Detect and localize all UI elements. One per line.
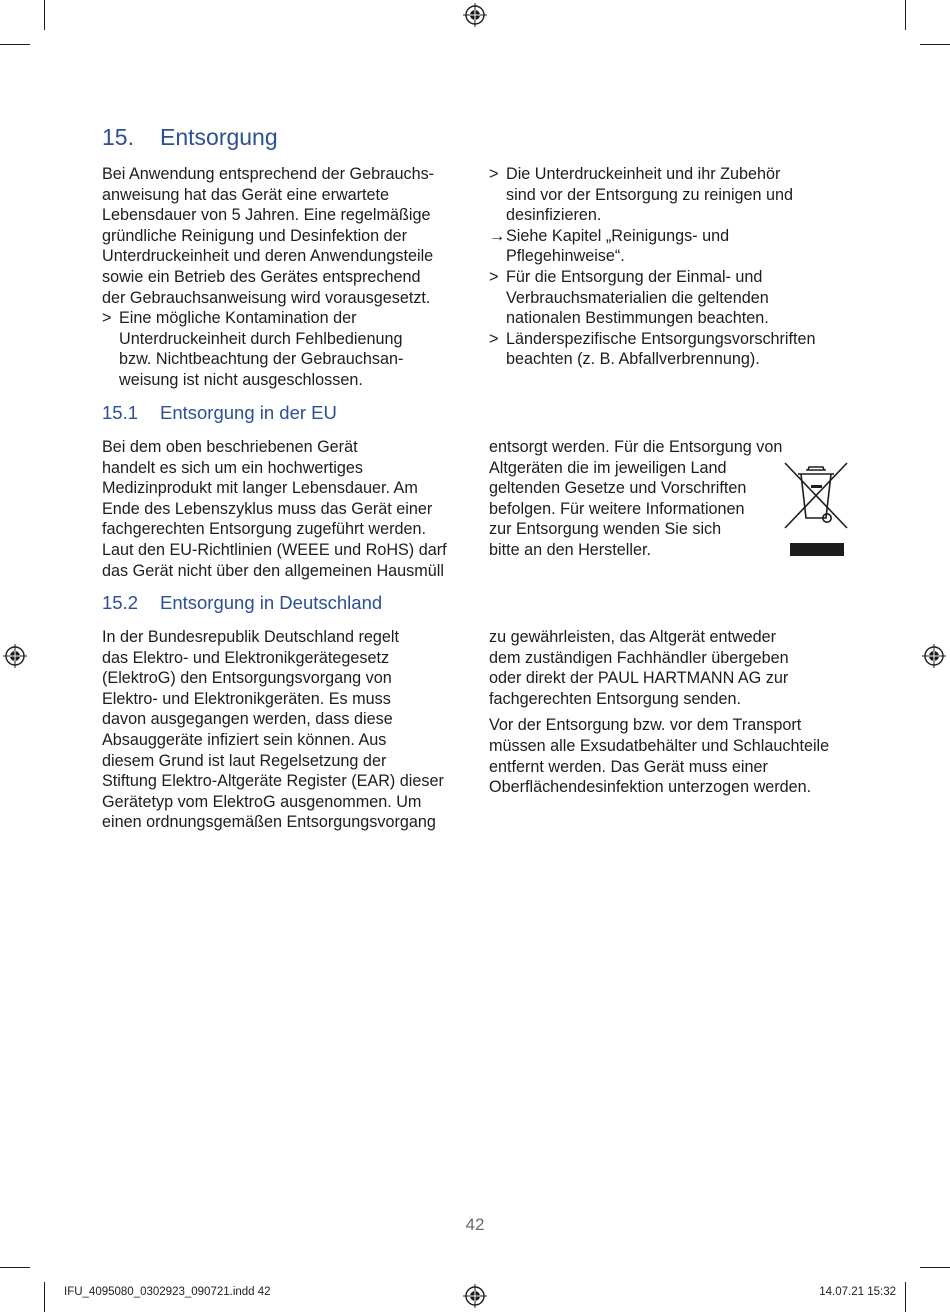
- crop-mark: [44, 1282, 45, 1312]
- text-line: Elektro- und Elektronikgeräten. Es muss: [102, 689, 391, 708]
- crop-mark: [0, 44, 30, 45]
- text-line: (ElektroG) den Entsorgungsvorgang von: [102, 669, 392, 688]
- cross-reference-item: [489, 226, 849, 267]
- text-line: diesem Grund ist laut Regelsetzung der: [102, 751, 387, 770]
- text-line: entsorgt werden. Für die Entsorgung von: [489, 438, 783, 456]
- text-line: zur Entsorgung wenden Sie sich: [489, 520, 722, 539]
- text-line: Unterdruckeinheit und deren Anwendungsteile: [102, 247, 434, 266]
- text-line: Für die Entsorgung der Einmal- und: [506, 267, 763, 286]
- footer-date: 14.07.21 15:32: [819, 1286, 896, 1298]
- text-line: entfernt werden. Das Gerät muss einer: [489, 757, 768, 776]
- eu-left-column: [102, 437, 467, 581]
- text-line: desinfizieren.: [506, 206, 602, 225]
- subsection-heading-de: [102, 592, 382, 614]
- subsection-title: Entsorgung in Deutschland: [160, 592, 383, 613]
- text-line: Bei Anwendung entsprechend der Gebrauchs-: [102, 165, 435, 183]
- arrow-icon: →: [489, 226, 506, 245]
- section-title: Entsorgung: [160, 124, 278, 150]
- bullet-item: [102, 308, 467, 390]
- text-line: dem zuständigen Fachhändler übergeben: [489, 648, 789, 667]
- text-line: In der Bundesrepublik Deutschland regelt: [102, 628, 399, 646]
- text-line: Gerätetyp vom ElektroG ausgenommen. Um: [102, 792, 422, 811]
- text-line: Laut den EU-Richtlinien (WEEE und RoHS) darf: [102, 540, 447, 559]
- text-line: bitte an den Hersteller.: [489, 540, 651, 559]
- text-line: bzw. Nichtbeachtung der Gebrauchsan-: [119, 350, 404, 369]
- text-line: handelt es sich um ein hochwertiges: [102, 458, 363, 477]
- text-line: befolgen. Für weitere Informationen: [489, 499, 745, 518]
- text-line: Oberflächendesinfektion unterzogen werden.: [489, 778, 812, 797]
- registration-mark-icon: [922, 644, 946, 668]
- bullet-item: [489, 164, 849, 226]
- registration-mark-icon: [463, 1284, 487, 1308]
- text-line: davon ausgegangen werden, dass diese: [102, 710, 393, 729]
- bullet-marker: >: [489, 329, 499, 348]
- bullet-marker: >: [489, 267, 499, 286]
- subsection-title: Entsorgung in der EU: [160, 402, 337, 423]
- text-line: weisung ist nicht ausgeschlossen.: [119, 370, 363, 389]
- crop-mark: [905, 1282, 906, 1312]
- text-line: Vor der Entsorgung bzw. vor dem Transport: [489, 716, 802, 735]
- crossed-out-wheelie-bin-icon: [782, 460, 850, 558]
- text-line: sowie ein Betrieb des Gerätes entsprechend: [102, 267, 421, 286]
- text-line: Pflegehinweise“.: [506, 247, 625, 266]
- text-line: oder direkt der PAUL HARTMANN AG zur: [489, 669, 789, 688]
- text-line: das Gerät nicht über den allgemeinen Hausmüll: [102, 561, 444, 580]
- crop-mark: [905, 0, 906, 30]
- subsection-number: 15.1: [102, 402, 139, 423]
- section-heading: [102, 124, 278, 151]
- intro-right-column: [489, 164, 849, 370]
- text-line: beachten (z. B. Abfallverbrennung).: [506, 350, 760, 369]
- text-line: nationalen Bestimmungen beachten.: [506, 309, 769, 328]
- subsection-number: 15.2: [102, 592, 139, 613]
- page-number: 42: [465, 1215, 485, 1234]
- text-line: Die Unterdruckeinheit und ihr Zubehör: [506, 165, 781, 183]
- bullet-item: [489, 329, 849, 370]
- text-line: Medizinprodukt mit langer Lebensdauer. Am: [102, 479, 418, 498]
- text-line: Altgeräten die im jeweiligen Land: [489, 458, 727, 477]
- crop-mark: [0, 1267, 30, 1268]
- text-line: fachgerechten Entsorgung zugeführt werden.: [102, 520, 426, 539]
- text-line: Stiftung Elektro-Altgeräte Register (EAR) dieser: [102, 772, 444, 791]
- text-line: fachgerechten Entsorgung senden.: [489, 689, 741, 708]
- text-line: das Elektro- und Elektronikgerätegesetz: [102, 648, 390, 667]
- text-line: zu gewährleisten, das Altgerät entweder: [489, 628, 777, 646]
- bullet-marker: >: [489, 165, 499, 183]
- bullet-marker: >: [102, 309, 112, 328]
- text-line: Verbrauchsmaterialien die geltenden: [506, 288, 769, 307]
- crop-mark: [920, 1267, 950, 1268]
- text-line: Eine mögliche Kontamination der: [119, 309, 357, 328]
- bullet-item: [489, 267, 849, 329]
- text-line: Länderspezifische Entsorgungsvorschriften: [506, 329, 816, 348]
- text-line: müssen alle Exsudatbehälter und Schlauchteile: [489, 736, 830, 755]
- registration-mark-icon: [463, 3, 487, 27]
- crop-mark: [920, 44, 950, 45]
- text-line: Absauggeräte infiziert sein können. Aus: [102, 730, 387, 749]
- text-line: Bei dem oben beschriebenen Gerät: [102, 438, 358, 456]
- intro-left-column: [102, 164, 467, 391]
- text-line: Siehe Kapitel „Reinigungs- und: [506, 226, 730, 245]
- text-line: Unterdruckeinheit durch Fehlbedienung: [119, 329, 403, 348]
- text-line: Ende des Lebenszyklus muss das Gerät einer: [102, 499, 433, 518]
- text-line: anweisung hat das Gerät eine erwartete: [102, 185, 390, 204]
- section-number: 15.: [102, 124, 134, 150]
- de-right-column: [489, 627, 849, 798]
- registration-mark-icon: [3, 644, 27, 668]
- text-line: einen ordnungsgemäßen Entsorgungsvorgang: [102, 813, 436, 832]
- crop-mark: [44, 0, 45, 30]
- text-line: der Gebrauchsanweisung wird vorausgesetzt.: [102, 288, 431, 307]
- footer-file-name: IFU_4095080_0302923_090721.indd 42: [64, 1286, 271, 1298]
- de-left-column: [102, 627, 467, 833]
- text-line: Lebensdauer von 5 Jahren. Eine regelmäßige: [102, 206, 431, 225]
- text-line: gründliche Reinigung und Desinfektion der: [102, 226, 408, 245]
- text-line: geltenden Gesetze und Vorschriften: [489, 479, 747, 498]
- subsection-heading-eu: [102, 402, 337, 424]
- text-line: sind vor der Entsorgung zu reinigen und: [506, 185, 794, 204]
